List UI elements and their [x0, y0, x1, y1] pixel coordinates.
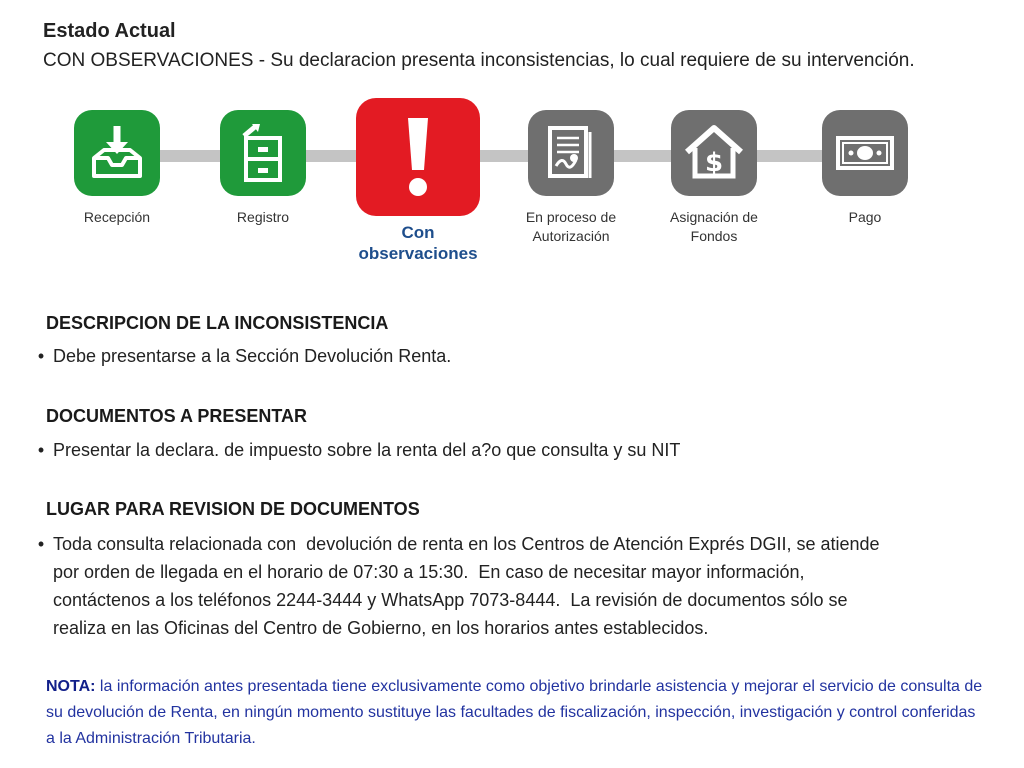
document-signature-icon — [528, 110, 614, 196]
house-dollar-icon — [671, 110, 757, 196]
location-title: LUGAR PARA REVISION DE DOCUMENTOS — [46, 499, 420, 519]
step-en-proceso-autorizacion — [511, 110, 631, 246]
step-label-recepcion: Recepción — [83, 209, 151, 225]
note-text: la información antes presentada tiene exclusivamente como objetivo brindarle asistencia y mejorar el servicio de consulta de su devolución de Renta, en ningún momento sustituye las facultades de fiscalización, inspección, investigación y control conferidas a la Administración Tributaria. — [46, 678, 983, 747]
status-label: Estado Actual — [43, 20, 176, 42]
location-line-4: realiza en las Oficinas del Centro de Gobierno, en los horarios antes establecidos. — [53, 618, 709, 638]
location-line-3: contáctenos a los teléfonos 2244-3444 y WhatsApp 7073-8444. La revisión de documentos sólo se — [53, 590, 848, 610]
exclamation-icon — [356, 98, 480, 216]
disclaimer-note — [46, 674, 986, 752]
step-label-registro: Registro — [236, 209, 290, 225]
inconsistency-title: DESCRIPCION DE LA INCONSISTENCIA — [46, 313, 389, 333]
banknote-icon — [822, 110, 908, 196]
filing-cabinet-icon — [220, 110, 306, 196]
note-prefix: NOTA: — [46, 678, 96, 695]
step-asignacion-fondos — [654, 110, 774, 246]
bullet-dot: • — [37, 440, 45, 460]
step-registro — [220, 110, 306, 227]
step-label-en-proceso: En proceso de Autorización — [525, 209, 617, 244]
step-pago — [822, 110, 908, 227]
step-label-con-observaciones: Con observaciones — [358, 223, 478, 263]
step-label-pago: Pago — [848, 209, 882, 225]
bullet-text: Debe presentarse a la Sección Devolución Renta. — [53, 346, 452, 366]
documents-title: DOCUMENTOS A PRESENTAR — [46, 406, 308, 426]
inbox-download-icon — [74, 110, 160, 196]
step-label-asignacion: Asignación de Fondos — [670, 209, 758, 244]
bullet-dot: • — [37, 346, 45, 366]
status-text: CON OBSERVACIONES - Su declaracion presenta inconsistencias, lo cual requiere de su intervención. — [43, 50, 915, 71]
location-line-2: por orden de llegada en el horario de 07:30 a 15:30. En caso de necesitar mayor información, — [53, 562, 805, 582]
step-recepcion — [74, 110, 160, 227]
bullet-dot: • — [37, 534, 45, 554]
location-line-1: Toda consulta relacionada con devolución de renta en los Centros de Atención Exprés DGII, se atiende — [53, 534, 880, 554]
bullet-text: Presentar la declara. de impuesto sobre la renta del a?o que consulta y su NIT — [53, 440, 681, 460]
svg-text:$: $ — [704, 148, 724, 178]
step-con-observaciones — [356, 98, 480, 264]
